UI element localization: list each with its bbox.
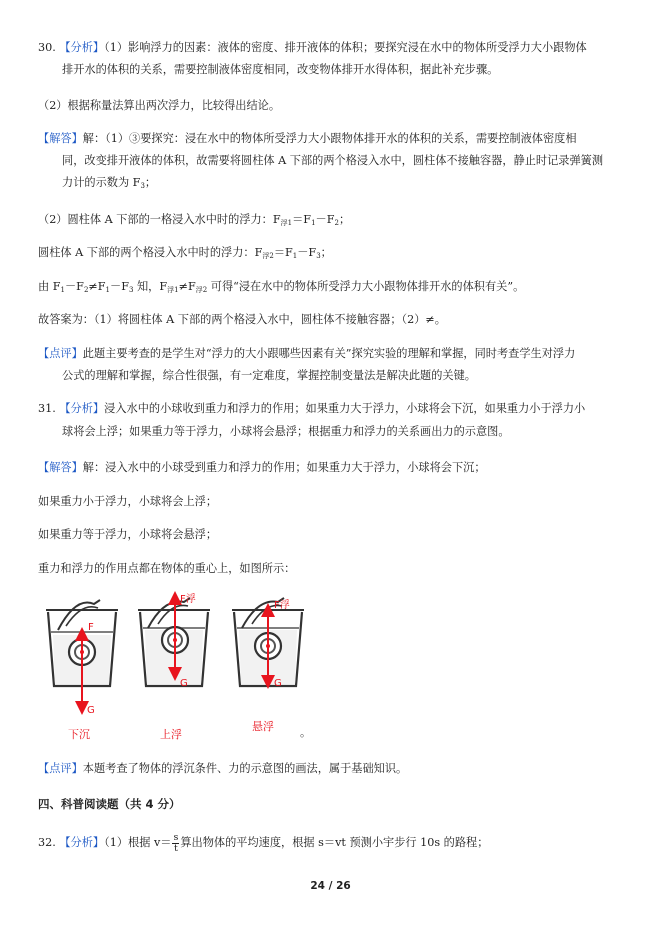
q32-number: 32. <box>38 836 56 849</box>
q30-answer-line1: 【解答】解：（1）③要探究：浸在水中的物体所受浮力大小跟物体排开水的体积的关系，需要控制液体密度相 <box>38 132 577 145</box>
force-diagram-figure <box>38 590 311 745</box>
label-g-float: G <box>274 678 282 689</box>
caption-rise: 上浮 <box>160 728 182 741</box>
q30-answer-line3: 力计的示数为 F3； <box>62 176 157 190</box>
q31-analysis-line1: 31. 【分析】浸入水中的小球收到重力和浮力的作用；如果重力大于浮力，小球将会下沉，如果重力小于浮力小 <box>38 402 586 415</box>
q30-analysis-line2: 排开水的体积的关系，需要控制液体密度相同，改变物体排开水得体积，据此补充步骤。 <box>62 63 499 76</box>
q31-number: 31. <box>38 402 56 415</box>
q31-analysis-line2: 球将会上浮；如果重力等于浮力，小球将会悬浮；根据重力和浮力的关系画出力的示意图。 <box>62 425 510 438</box>
q30-answer-line2: 同，改变排开液体的体积，故需要将圆柱体 A 下部的两个格浸入水中，圆柱体不接触容器，静止时记录弹簧测 <box>62 154 604 167</box>
q30-answer-tag: 【解答】 <box>38 132 83 145</box>
q30-comment-tag: 【点评】 <box>38 347 83 360</box>
q30-formula-1: （2）圆柱体 A 下部的一格浸入水中时的浮力：F浮1＝F1－F2； <box>38 213 351 227</box>
beaker-float <box>232 598 304 733</box>
caption-float: 悬浮 <box>252 720 274 733</box>
page-number: 24 / 26 <box>310 880 351 892</box>
q30-comment-line2: 公式的理解和掌握，综合性很强，有一定难度，掌握控制变量法是解决此题的关键。 <box>62 369 476 382</box>
q31-analysis-tag: 【分析】 <box>59 402 105 415</box>
label-f-float: F浮 <box>274 600 290 611</box>
q30-final-answer: 故答案为：（1）将圆柱体 A 下部的两个格浸入水中，圆柱体不接触容器；（2）≠。 <box>38 313 446 326</box>
section-4-title: 四、科普阅读题（共 4 分） <box>38 797 181 811</box>
q31-answer-line2: 如果重力小于浮力，小球将会上浮； <box>38 495 218 508</box>
beaker-sink <box>46 600 118 741</box>
figure-period: 。 <box>300 726 311 739</box>
q30-number: 30. <box>38 41 56 54</box>
q30-analysis-line1: 30. 【分析】（1）影响浮力的因素：液体的密度、排开液体的体积；要探究浸在水中的物体所受浮力大小跟物体 <box>38 41 587 54</box>
label-f-rise: F浮 <box>180 594 196 605</box>
q31-comment: 【点评】本题考查了物体的浮沉条件、力的示意图的画法，属于基础知识。 <box>38 762 408 775</box>
beaker-rise <box>138 592 210 741</box>
q30-comment-line1: 【点评】此题主要考查的是学生对“浮力的大小跟哪些因素有关”探究实验的理解和掌握，同时考查学生对浮力 <box>38 347 576 360</box>
q31-comment-tag: 【点评】 <box>38 762 83 775</box>
label-g-rise: G <box>180 678 188 689</box>
q30-formula-2: 圆柱体 A 下部的两个格浸入水中时的浮力：F浮2＝F1－F3； <box>38 246 332 260</box>
q30-analysis-part2: （2）根据称量法算出两次浮力，比较得出结论。 <box>38 99 281 112</box>
q31-answer-line1: 【解答】解：浸入水中的小球受到重力和浮力的作用；如果重力大于浮力，小球将会下沉； <box>38 461 486 474</box>
caption-sink: 下沉 <box>68 728 90 741</box>
q32-analysis-tag: 【分析】 <box>59 836 105 849</box>
q30-analysis-tag: 【分析】 <box>59 41 105 54</box>
q31-answer-line4: 重力和浮力的作用点都在物体的重心上，如图所示： <box>38 562 296 575</box>
fraction-s-over-t: $\frac{s}{t}$ <box>173 831 179 854</box>
label-g-sink: G <box>87 705 95 716</box>
q31-answer-tag: 【解答】 <box>38 461 83 474</box>
q31-answer-line3: 如果重力等于浮力，小球将会悬浮； <box>38 528 218 541</box>
label-f-sink: F <box>88 622 94 633</box>
q30-conclusion: 由 F1－F2≠F1－F3 知，F浮1≠F浮2 可得“浸在水中的物体所受浮力大小跟物体排开水的体积有关”。 <box>38 280 525 294</box>
q32-analysis-line1: 32. 【分析】（1）根据 v＝ $\frac{s}{t}$ 算出物体的平均速度，根据 s＝vt 预测小宇步行 10s 的路程； <box>38 831 489 854</box>
